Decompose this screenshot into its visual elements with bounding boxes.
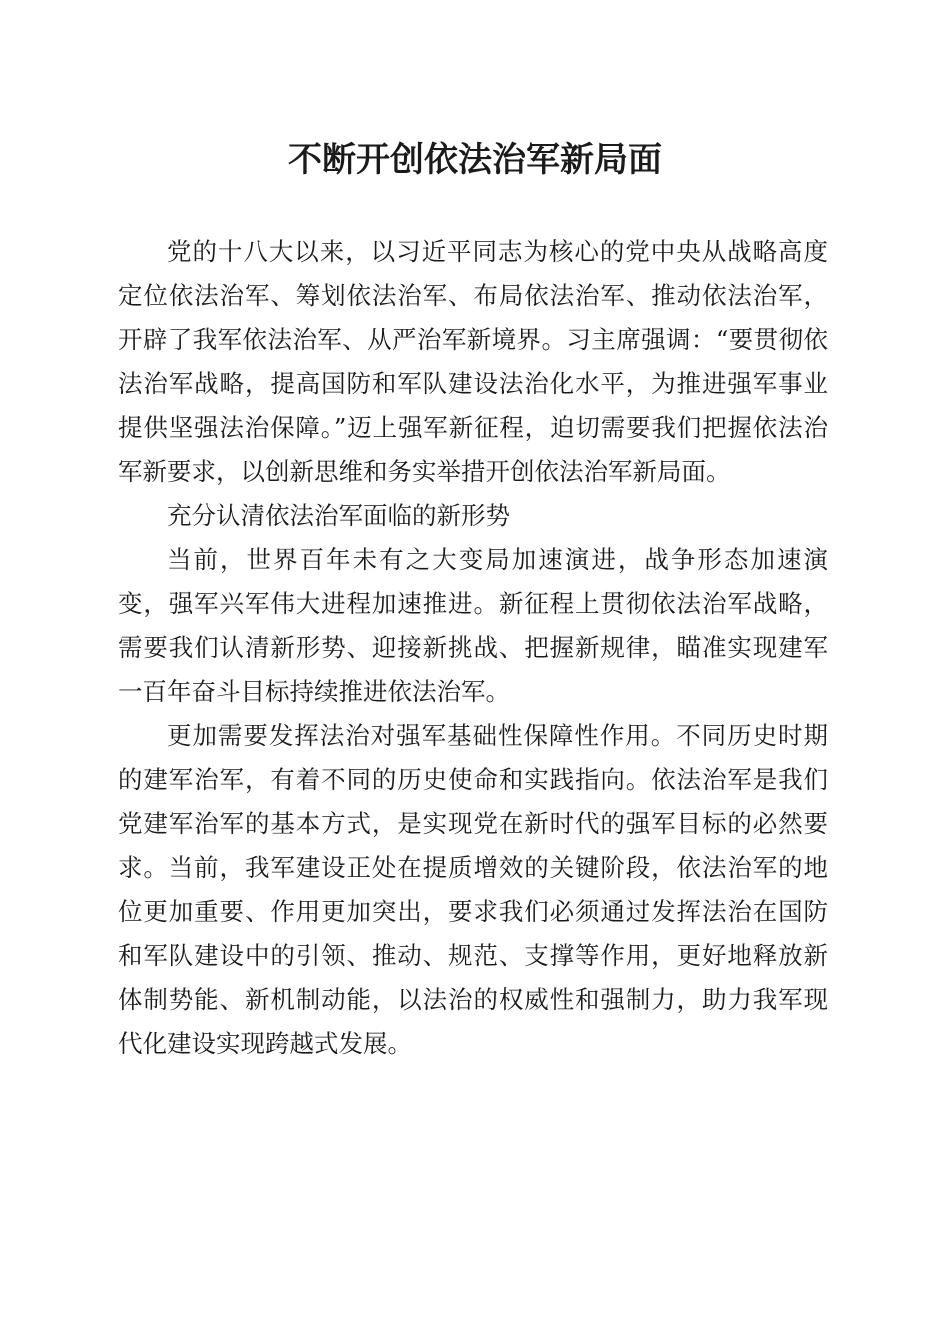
- paragraph-foundation: 更加需要发挥法治对强军基础性保障性作用。不同历史时期的建军治军，有着不同的历史使命和实践指向。依法治军是我们党建军治军的基本方式，是实现党在新时代的强军目标的必然要求。当前，我军建设正处在提质增效的关键阶段，依法治军的地位更加重要、作用更加突出，要求我们必须通过发挥法治在国防和军队建设中的引领、推动、规范、支撑等作用，更好地释放新体制势能、新机制动能，以法治的权威性和强制力，助力我军现代化建设实现跨越式发展。: [118, 721, 828, 1058]
- document-title: 不断开创依法治军新局面: [288, 140, 662, 180]
- document-body: [118, 230, 828, 1066]
- paragraph-intro: 党的十八大以来，以习近平同志为核心的党中央从战略高度定位依法治军、筹划依法治军、布局依法治军、推动依法治军，开辟了我军依法治军、从严治军新境界。习主席强调：“要贯彻依法治军战略，提高国防和军队建设法治化水平，为推进强军事业提供坚强法治保障。”迈上强军新征程，迫切需要我们把握依法治军新要求，以创新思维和务实举措开创依法治军新局面。: [118, 237, 828, 486]
- section-heading: 充分认清依法治军面临的新形势: [167, 501, 510, 530]
- paragraph-situation: 当前，世界百年未有之大变局加速演进，战争形态加速演变，强军兴军伟大进程加速推进。新征程上贯彻依法治军战略，需要我们认清新形势、迎接新挑战、把握新规律，瞄准实现建军一百年奋斗目标持续推进依法治军。: [118, 545, 828, 706]
